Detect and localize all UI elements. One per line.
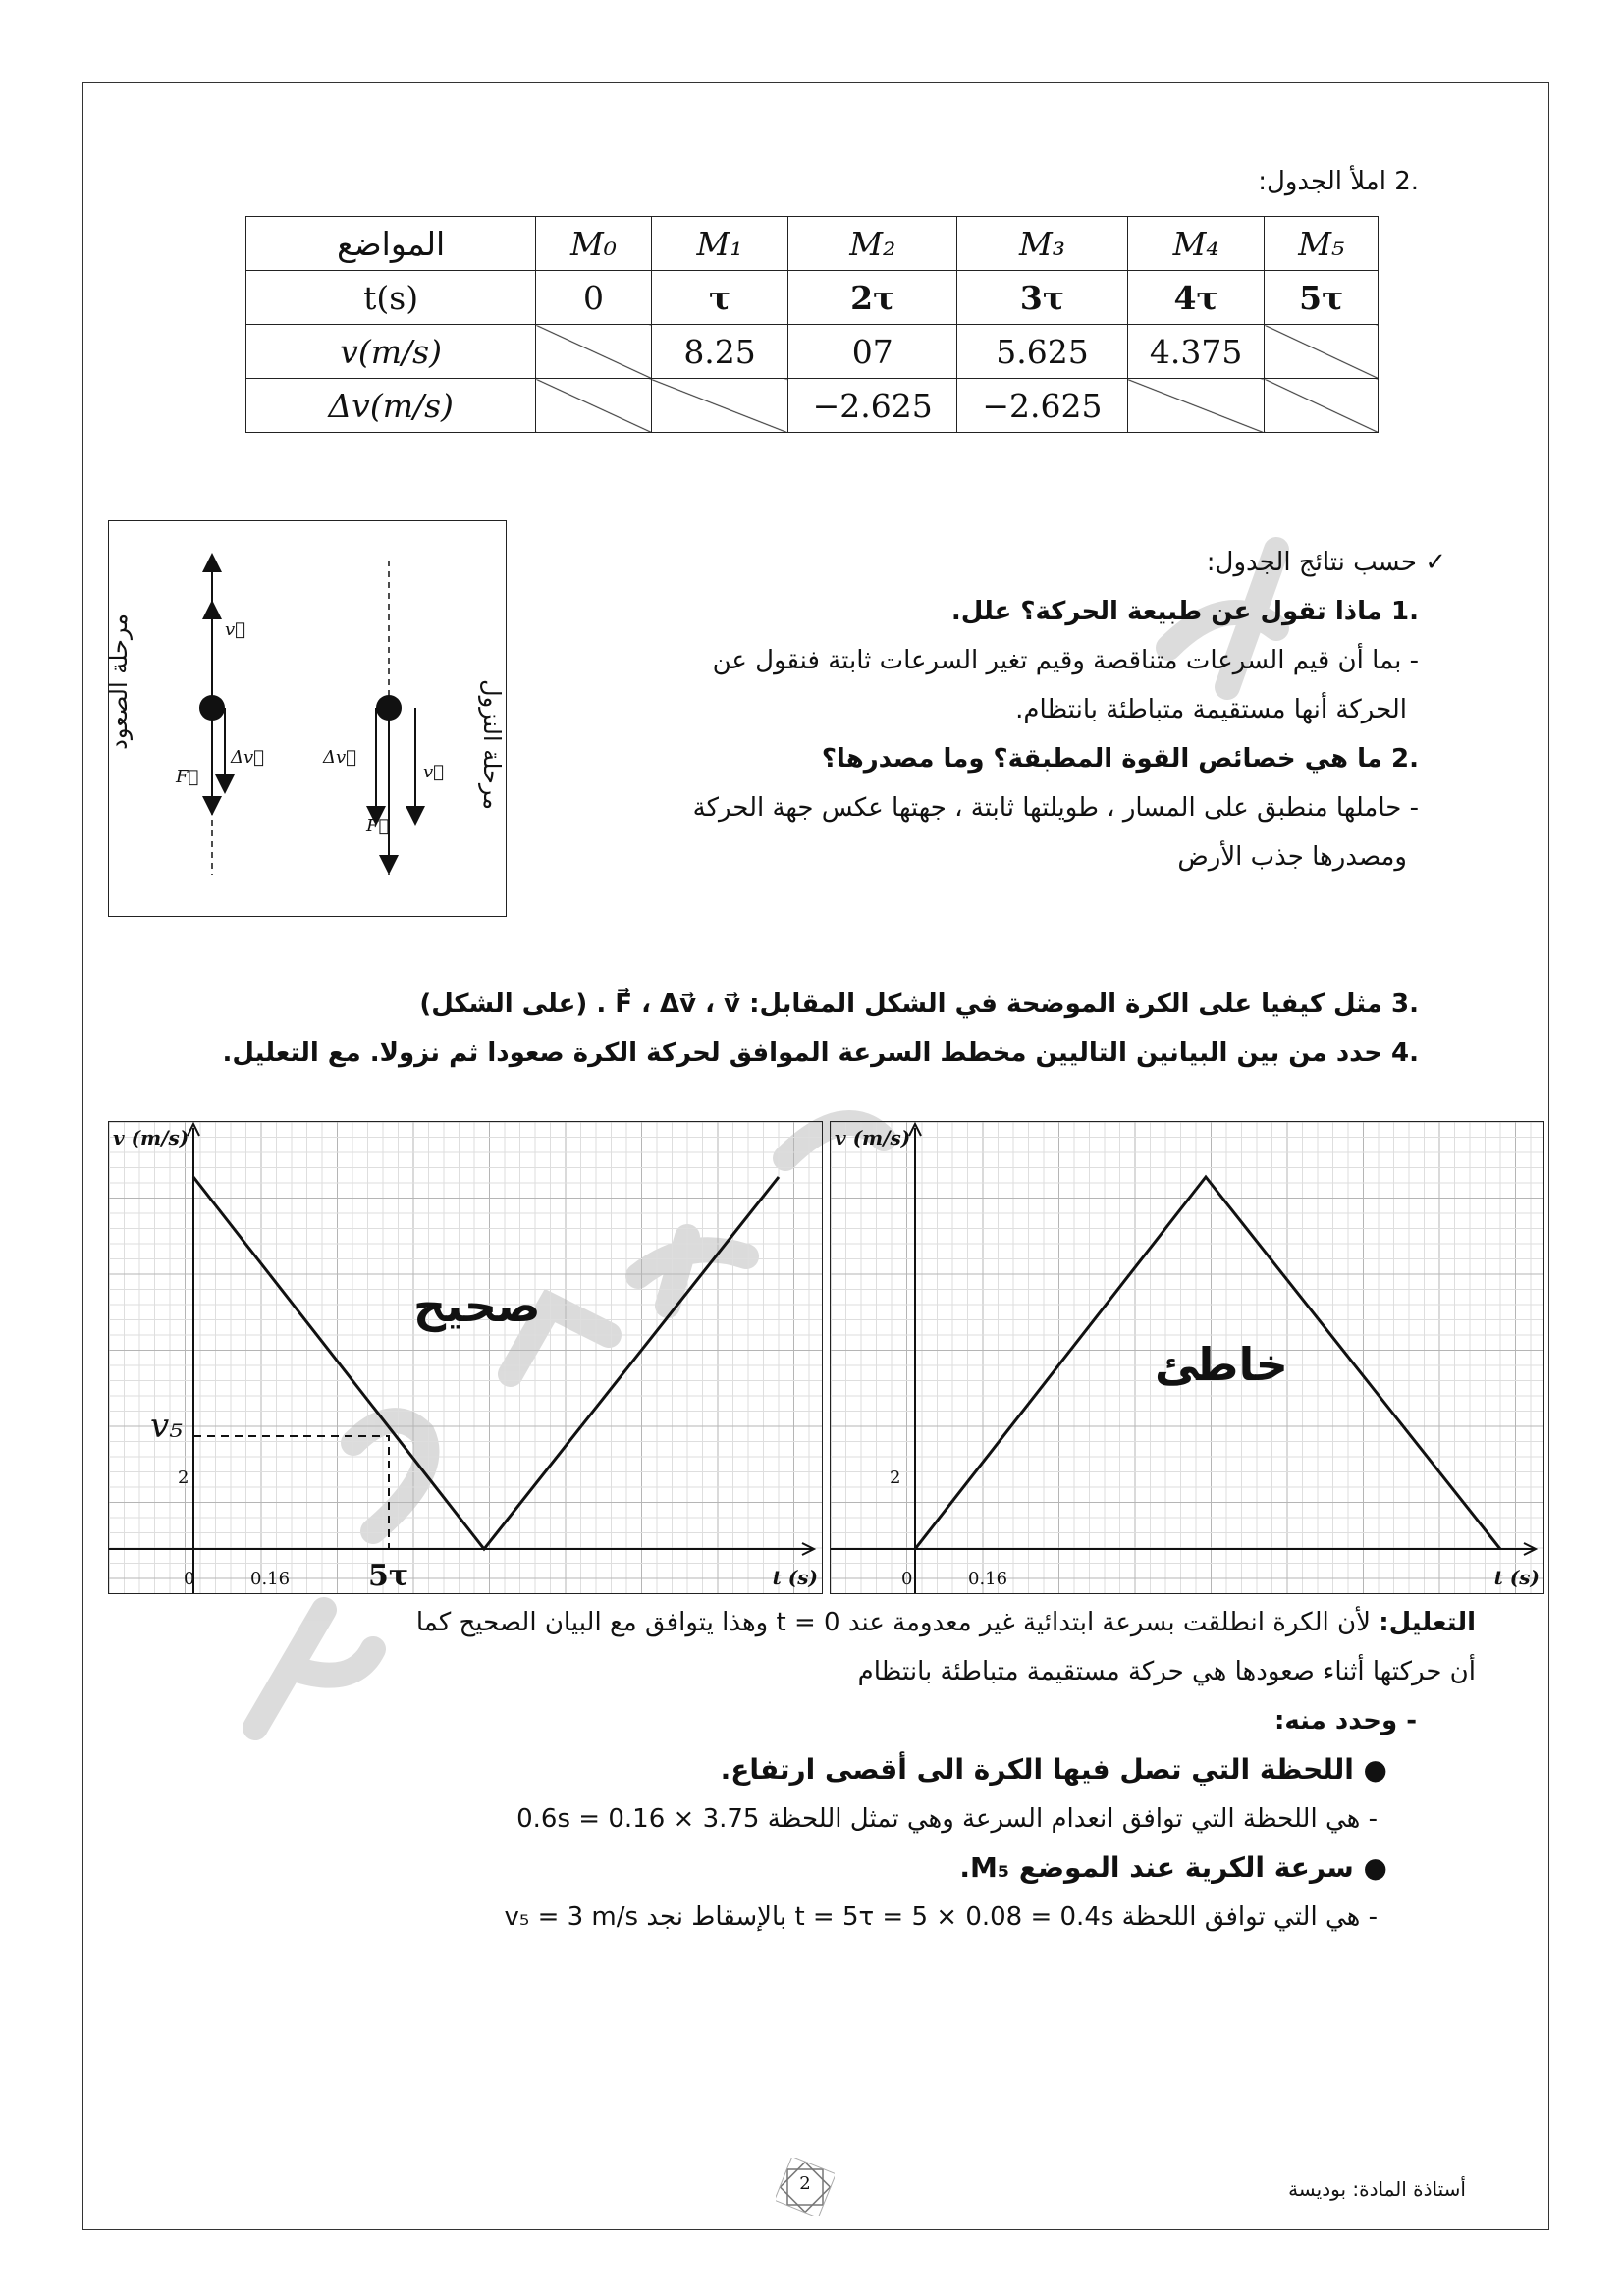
table-cell: 07 [788, 325, 957, 379]
table-header-cell: M₅ [1265, 217, 1379, 271]
question-2-heading [1258, 167, 1419, 196]
question-1: .1 ماذا تقول عن طبيعة الحركة؟ علل. [950, 597, 1419, 626]
table-cell-empty [536, 325, 652, 379]
ball-motion-figure [105, 520, 507, 917]
deduce-item-2-answer: - هي التي توافق اللحظة t = 5τ = 5 × 0.08 = 0.4s بالإسقاط نجد v₅ = 3 m/s [504, 1902, 1378, 1932]
table-cell: 4τ [1127, 271, 1265, 325]
ascent-label: مرحلة الصعود [105, 614, 133, 750]
table-row [246, 217, 1379, 271]
ball-ascent [199, 695, 225, 721]
question-3: .3 مثل كيفيا على الكرة الموضحة في الشكل المقابل: F⃗ ، Δv⃗ ، v⃗ . (على الشكل) [419, 989, 1419, 1019]
check-icon: ✓ [1416, 548, 1446, 577]
results-intro: ✓ حسب نتائج الجدول: [1206, 548, 1446, 577]
question-3-4 [142, 980, 1419, 1078]
justification-line-1: التعليل: لأن الكرة انطلقت بسرعة ابتدائية غير معدومة عند t = 0 وهذا يتوافق مع البيان الصحيح كما [415, 1608, 1476, 1637]
y-tick-label: 2 [178, 1468, 189, 1488]
origin-label: 0 [184, 1569, 195, 1589]
teacher-credit: أستاذة المادة: بوديسة [1288, 2177, 1466, 2201]
table-header-cell: M₃ [957, 217, 1128, 271]
table-row [246, 271, 1379, 325]
table-cell-empty [1265, 379, 1379, 433]
velocity-time-graph-correct [109, 1122, 822, 1593]
origin-label: 0 [901, 1569, 913, 1589]
table-cell: 4.375 [1127, 325, 1265, 379]
table-cell: 2τ [788, 271, 957, 325]
ball-descent [376, 695, 402, 721]
x-tick-label: 0.16 [968, 1569, 1008, 1589]
table-cell: v(m/s) [246, 325, 536, 379]
deduce-item-1-answer: - هي اللحظة التي توافق انعدام السرعة وهي تمثل اللحظة 3.75 × 0.16 = 0.6s [516, 1804, 1378, 1834]
answer-1-line-2: الحركة أنها مستقيمة متباطئة بانتظام. [1015, 695, 1407, 724]
x-tick-label: 0.16 [250, 1569, 291, 1589]
force-vector-label: F⃗ [366, 816, 390, 836]
table-row [246, 325, 1379, 379]
question-number: .2 [1394, 167, 1419, 196]
table-header-cell: M₂ [788, 217, 957, 271]
graph-correct [108, 1121, 823, 1594]
deduce-item-2: ● سرعة الكرية عند الموضع M₅. [959, 1851, 1387, 1884]
five-tau-label: 5τ [368, 1559, 409, 1593]
table-header-cell: M₄ [1127, 217, 1265, 271]
x-axis-label: t (s) [1493, 1566, 1540, 1589]
question-4: .4 حدد من بين البيانين التاليين مخطط السرعة الموافق لحركة الكرة صعودا ثم نزولا. مع التعليل. [222, 1039, 1419, 1068]
table-header-cell: M₁ [651, 217, 788, 271]
ball-diagram [109, 521, 506, 916]
justification [140, 1598, 1476, 1942]
answer-2-line-1: - حاملها منطبق على المسار ، طويلتها ثابتة ، جهتها عكس جهة الحركة [692, 793, 1419, 823]
y-axis-label: v (m/s) [113, 1126, 189, 1149]
delta-v-vector-label: Δv⃗ [323, 747, 356, 768]
verdict-wrong: خاطئ [1155, 1338, 1288, 1391]
page-number: 2 [799, 2173, 811, 2194]
positions-table [245, 216, 1379, 433]
table-cell: −2.625 [957, 379, 1128, 433]
table-cell: 5τ [1265, 271, 1379, 325]
table-cell-empty [651, 379, 788, 433]
deduce-label: - وحدد منه: [1273, 1706, 1417, 1735]
velocity-line-correct [193, 1177, 779, 1549]
question-2: .2 ما هي خصائص القوة المطبقة؟ وما مصدرها؟ [821, 744, 1419, 774]
force-vector-label: F⃗ [176, 767, 199, 787]
answer-1-line-1: - بما أن قيم السرعات متناقصة وقيم تغير السرعات ثابتة فنقول عن [712, 646, 1419, 675]
table-cell: −2.625 [788, 379, 957, 433]
justification-line-2: أن حركتها أثناء صعودها هي حركة مستقيمة متباطئة بانتظام [857, 1657, 1476, 1686]
y-tick-label: 2 [890, 1468, 901, 1488]
table-row [246, 379, 1379, 433]
page-number-ornament [776, 2158, 835, 2216]
table-cell-empty [536, 379, 652, 433]
velocity-vector-label: v⃗ [423, 762, 444, 782]
table-cell: 3τ [957, 271, 1128, 325]
x-axis-label: t (s) [772, 1566, 818, 1589]
v5-label: v₅ [150, 1407, 183, 1446]
table-cell: τ [651, 271, 788, 325]
table-cell: 8.25 [651, 325, 788, 379]
table-cell: 0 [536, 271, 652, 325]
table-cell-empty [1265, 325, 1379, 379]
table-cell: t(s) [246, 271, 536, 325]
results-section [592, 538, 1446, 881]
table-header-cell: M₀ [536, 217, 652, 271]
answer-2-line-2: ومصدرها جذب الأرض [1177, 842, 1407, 872]
table-header-cell: المواضع [246, 217, 536, 271]
table-cell: 5.625 [957, 325, 1128, 379]
velocity-vector-label: v⃗ [225, 619, 245, 640]
delta-v-vector-label: Δv⃗ [231, 747, 264, 768]
table-cell-empty [1127, 379, 1265, 433]
table-cell: Δv(m/s) [246, 379, 536, 433]
verdict-correct: صحيح [413, 1279, 541, 1332]
graph-wrong [830, 1121, 1544, 1594]
deduce-item-1: ● اللحظة التي تصل فيها الكرة الى أقصى ارتفاع. [720, 1753, 1387, 1786]
y-axis-label: v (m/s) [835, 1126, 911, 1149]
question-label: املأ الجدول: [1258, 167, 1386, 196]
descent-label: مرحلة النزول [478, 679, 506, 810]
